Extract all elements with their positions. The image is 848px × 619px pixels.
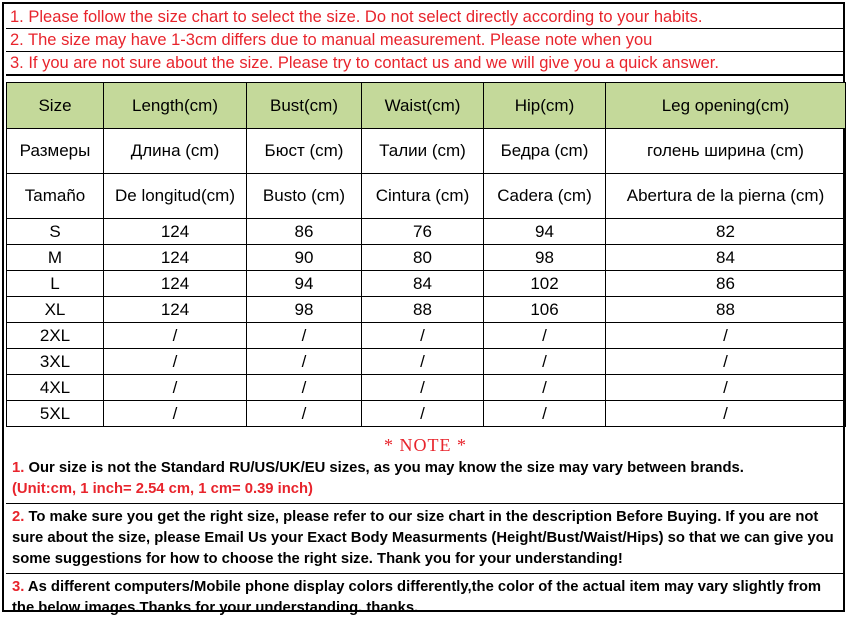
table-row: [7, 323, 846, 349]
note-item-3-text: As different computers/Mobile phone display colors differently,the color of the actual item may vary slightly from the below images.Thanks for your understanding. thanks.: [12, 579, 822, 616]
measurement-cell: /: [606, 375, 846, 401]
measurement-cell: 124: [104, 245, 247, 271]
header-ru-cell: голень ширина (cm): [606, 129, 846, 174]
header-cell: Waist(cm): [362, 83, 484, 129]
header-es-cell: De longitud(cm): [104, 174, 247, 219]
header-es-cell: Tamaño: [7, 174, 104, 219]
note-item-1-number: 1.: [12, 460, 25, 476]
measurement-cell: 86: [606, 271, 846, 297]
header-es-cell: Cintura (cm): [362, 174, 484, 219]
measurement-cell: /: [484, 375, 606, 401]
measurement-cell: 94: [247, 271, 362, 297]
measurement-cell: 124: [104, 271, 247, 297]
measurement-cell: 88: [362, 297, 484, 323]
size-rows: [7, 219, 846, 427]
table-row: [7, 271, 846, 297]
measurement-cell: /: [247, 323, 362, 349]
size-label-cell: 3XL: [7, 349, 104, 375]
note-item-1: [6, 458, 845, 479]
measurement-cell: /: [362, 401, 484, 427]
table-row: [7, 375, 846, 401]
table-row: [7, 401, 846, 427]
measurement-cell: 90: [247, 245, 362, 271]
measurement-cell: 84: [606, 245, 846, 271]
measurement-cell: /: [484, 323, 606, 349]
measurement-cell: /: [104, 375, 247, 401]
size-label-cell: M: [7, 245, 104, 271]
size-chart-sheet: [2, 2, 845, 616]
header-ru-cell: Бюст (cm): [247, 129, 362, 174]
top-note-3: 3. If you are not sure about the size. Please try to contact us and we will give you a quick answer.: [6, 52, 845, 76]
measurement-cell: 106: [484, 297, 606, 323]
measurement-cell: /: [247, 349, 362, 375]
table-row: [7, 245, 846, 271]
measurement-cell: 76: [362, 219, 484, 245]
measurement-cell: /: [104, 349, 247, 375]
header-ru-cell: Талии (cm): [362, 129, 484, 174]
header-cell: Size: [7, 83, 104, 129]
measurement-cell: 98: [484, 245, 606, 271]
note-item-2-text: To make sure you get the right size, please refer to our size chart in the description Before Buying. If you are not sure about the size, please Email Us your Exact Body Measurments (Height/Bust/Waist/Hips) so that we can give you some suggestions for how to choose the right size. Thank you for your understanding!: [12, 509, 834, 567]
measurement-cell: /: [606, 349, 846, 375]
measurement-cell: 98: [247, 297, 362, 323]
measurement-cell: /: [484, 401, 606, 427]
header-es-cell: Abertura de la pierna (cm): [606, 174, 846, 219]
header-ru-cell: Бедра (cm): [484, 129, 606, 174]
measurement-cell: 102: [484, 271, 606, 297]
size-label-cell: L: [7, 271, 104, 297]
note-box: [6, 432, 845, 619]
header-cell: Hip(cm): [484, 83, 606, 129]
note-item-2: [6, 503, 845, 570]
size-label-cell: S: [7, 219, 104, 245]
measurement-cell: /: [104, 323, 247, 349]
note-item-3: [6, 573, 845, 619]
header-es-cell: Cadera (cm): [484, 174, 606, 219]
measurement-cell: 124: [104, 297, 247, 323]
measurement-cell: 86: [247, 219, 362, 245]
header-cell: Leg opening(cm): [606, 83, 846, 129]
note-title: * NOTE *: [384, 435, 467, 455]
note-item-2-number: 2.: [12, 509, 25, 525]
table-header-ru-row: [7, 129, 846, 174]
measurement-cell: /: [247, 375, 362, 401]
table-row: [7, 349, 846, 375]
measurement-cell: /: [484, 349, 606, 375]
measurement-cell: 80: [362, 245, 484, 271]
top-notes: [6, 6, 845, 76]
size-label-cell: 5XL: [7, 401, 104, 427]
note-item-1-text: Our size is not the Standard RU/US/UK/EU sizes, as you may know the size may vary between brands.: [24, 460, 744, 476]
top-note-2: 2. The size may have 1-3cm differs due to manual measurement. Please note when you: [6, 29, 845, 52]
measurement-cell: /: [362, 375, 484, 401]
measurement-cell: 88: [606, 297, 846, 323]
measurement-cell: /: [362, 349, 484, 375]
size-table: [6, 82, 846, 427]
measurement-cell: /: [606, 401, 846, 427]
measurement-cell: /: [606, 323, 846, 349]
measurement-cell: 94: [484, 219, 606, 245]
measurement-cell: /: [104, 401, 247, 427]
header-cell: Bust(cm): [247, 83, 362, 129]
header-ru-cell: Размеры: [7, 129, 104, 174]
measurement-cell: /: [362, 323, 484, 349]
size-label-cell: 2XL: [7, 323, 104, 349]
measurement-cell: /: [247, 401, 362, 427]
note-item-3-number: 3.: [12, 579, 25, 595]
table-row: [7, 297, 846, 323]
note-unit-conversion: (Unit:cm, 1 inch= 2.54 cm, 1 cm= 0.39 inch): [12, 481, 313, 497]
measurement-cell: 124: [104, 219, 247, 245]
header-es-cell: Busto (cm): [247, 174, 362, 219]
size-label-cell: XL: [7, 297, 104, 323]
measurement-cell: 84: [362, 271, 484, 297]
header-cell: Length(cm): [104, 83, 247, 129]
top-note-1: 1. Please follow the size chart to select the size. Do not select directly according to your habits.: [6, 6, 845, 29]
table-row: [7, 219, 846, 245]
header-ru-cell: Длина (cm): [104, 129, 247, 174]
table-header-es-row: [7, 174, 846, 219]
size-label-cell: 4XL: [7, 375, 104, 401]
measurement-cell: 82: [606, 219, 846, 245]
table-header-row: [7, 83, 846, 129]
